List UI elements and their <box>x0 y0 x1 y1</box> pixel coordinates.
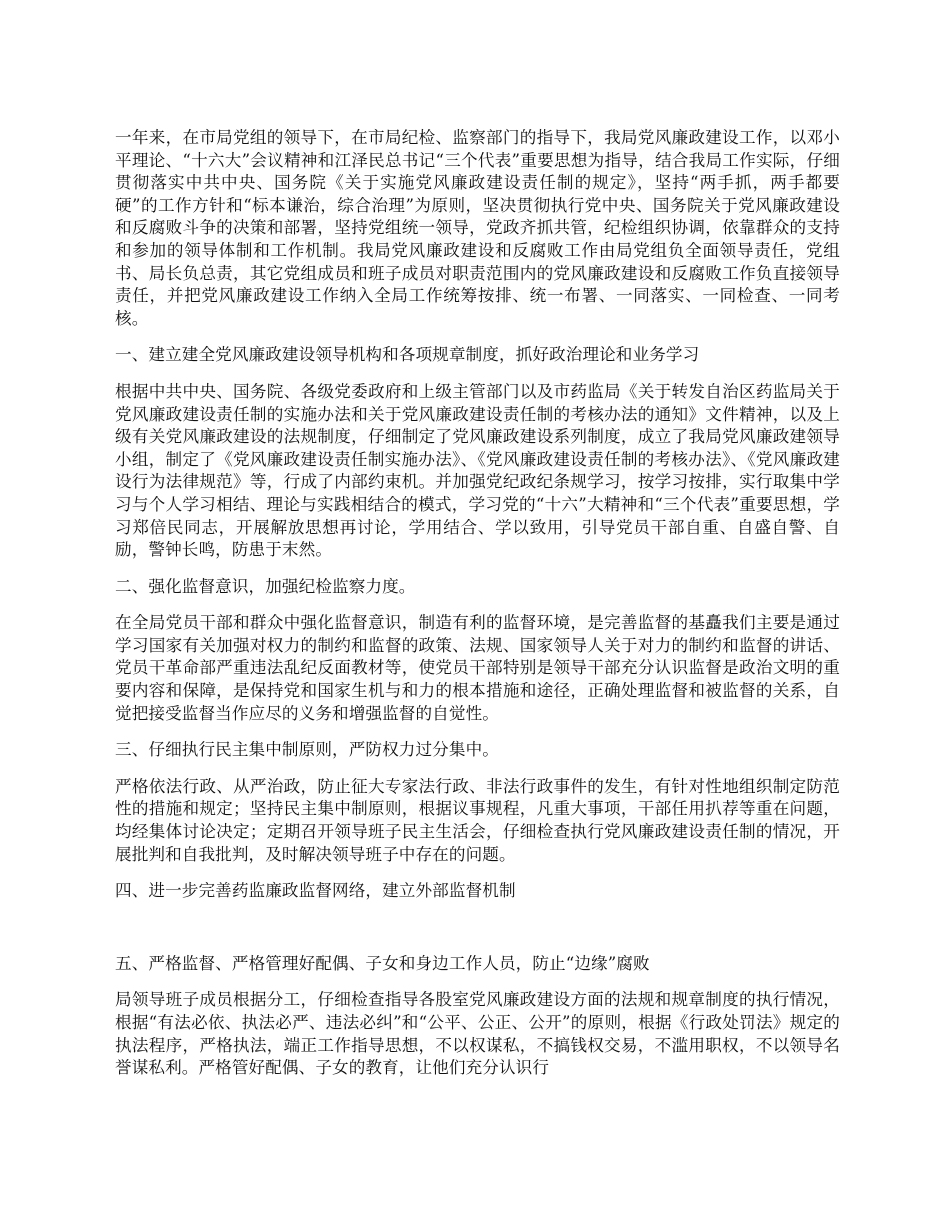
spacer <box>115 562 840 576</box>
section-2-body: 在全局党员干部和群众中强化监督意识，制造有利的监督环境，是完善监督的基矗我们主要是通过学习国家有关加强对权力的制约和监督的政策、法规、国家领导人关于对力的制约和监督的讲话、党员干革命部严重违法乱纪反面教材等，使党员干部特别是领导干部充分认识监督是政治文明的重要内容和保障，是保持党和国家生机与和力的根本措施和途径，正确处理监督和被监督的关系，自觉把接受监督当作应尽的义务和增强监督的自觉性。 <box>115 613 840 723</box>
section-5-body: 局领导班子成员根据分工，仔细检查指导各股室党风廉政建设方面的法规和规章制度的执行情况，根据“有法必依、执法必严、违法必纠”和“公平、公正、公开”的原则，根据《行政处罚法》规定的执法程序，严格执法，端正工作指导思想，不以权谋私，不搞钱权交易，不滥用职权，不以领导名誉谋私利。严格管好配偶、子女的教育，让他们充分认识行 <box>115 990 840 1078</box>
spacer <box>115 975 840 989</box>
section-2-heading: 二、强化监督意识，加强纪检监察力度。 <box>115 576 416 596</box>
spacer <box>115 725 840 739</box>
spacer <box>115 866 840 880</box>
spacer <box>115 939 840 953</box>
section-3-body: 严格依法行政、从严治政，防止征大专家法行政、非法行政事件的发生，有针对性地组织制定防范性的措施和规定；坚持民主集中制原则，根据议事规程，凡重大事项，干部任用扒荐等重在问题，均经集体讨论决定；定期召开领导班子民主生活会，仔细检查执行党风廉政建设责任制的情况，开展批判和自我批判，及时解决领导班子中存在的问题。 <box>115 776 840 864</box>
spacer <box>115 367 840 381</box>
spacer <box>115 330 840 344</box>
spacer <box>115 903 840 939</box>
section-1-body: 根据中共中央、国务院、各级党委政府和上级主管部门以及市药监局《关于转发自治区药监局关于党风廉政建设责任制的实施办法和关于党风廉政建设责任制的考核办法的通知》文件精神，以及上级有关党风廉政建设的法规制度，仔细制定了党风廉政建设系列制度，成立了我局党风廉政建领导小组，制定了《党风廉政建设责任制实施办法》、《党风廉政建设责任制的考核办法》、《党风廉政建设行为法律规范》等，行成了内部约束机。并加强党纪政纪条规学习，按学习按排，实行取集中学习与个人学习相结、理论与实践相结合的模式，学习党的“十六”大精神和“三个代表”重要思想，学习郑倍民同志，开展解放思想再讨论，学用结合、学以致用，引导党员干部自重、自盛自警、自励，警钟长鸣，防患于末然。 <box>115 381 840 560</box>
spacer <box>115 598 840 612</box>
section-4-heading: 四、进一步完善药监廉政监督网络，建立外部监督机制 <box>115 881 516 901</box>
intro-paragraph: 一年来，在市局党组的领导下，在市局纪检、监察部门的指导下，我局党风廉政建设工作，以邓小平理论、“十六大”会议精神和江泽民总书记“三个代表”重要思想为指导，结合我局工作实际，仔细贯彻落实中共中央、国务院《关于实施党风廉政建设责任制的规定》，坚持“两手抓，两手都要硬”的工作方针和“标本谦治，综合治理”为原则，坚决贯彻执行党中央、国务院关于党风廉政建设和反腐败斗争的决策和部署，坚持党组统一领导，党政齐抓共管，纪检组织协调，依靠群众的支持和参加的领导体制和工作机制。我局党风廉政建设和反腐败工作由局党组负全面领导责任，党组书、局长负总责，其它党组成员和班子成员对职责范围内的党风廉政建设和反腐败工作负直接领导责任，并把党风廉政建设工作纳入全局工作统筹按排、统一布署、一同落实、一同检查、一同考核。 <box>115 128 840 328</box>
spacer <box>115 762 840 776</box>
document-page <box>115 127 840 1080</box>
section-5-heading: 五、严格监督、严格管理好配偶、子女和身边工作人员，防止“边缘”腐败 <box>115 953 650 973</box>
section-1-heading: 一、建立建全党风廉政建设领导机构和各项规章制度，抓好政治理论和业务学习 <box>115 345 700 365</box>
section-3-heading: 三、仔细执行民主集中制原则，严防权力过分集中。 <box>115 740 499 760</box>
